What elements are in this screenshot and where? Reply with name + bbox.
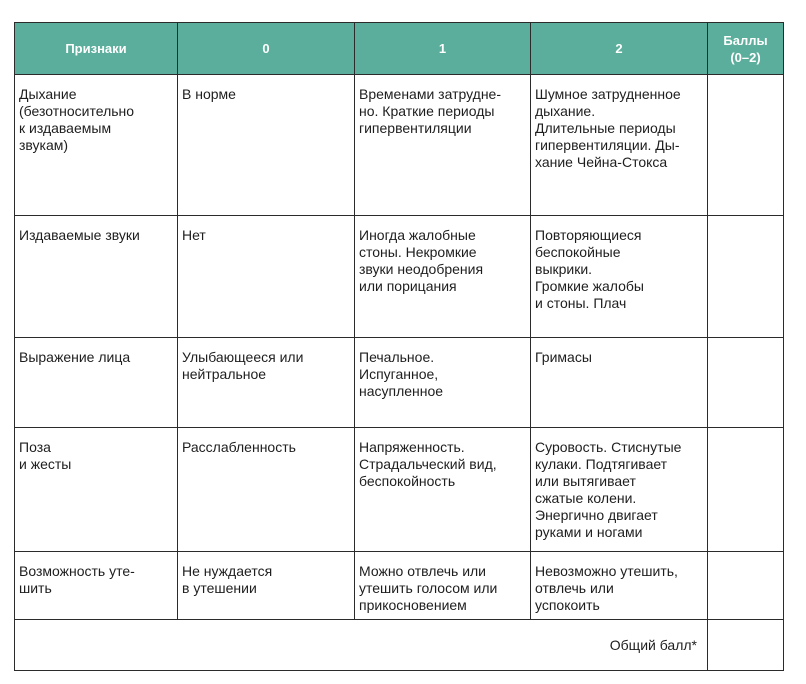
row-criteria-2: Шумное затрудненное дыхание. Длительные периоды гипервентиляции. Ды- хание Чейна-Стокса xyxy=(531,75,708,216)
row-score-cell[interactable] xyxy=(708,428,784,552)
row-criteria-2: Повторяющиеся беспокойные выкрики. Громкие жалобы и стоны. Плач xyxy=(531,216,708,338)
row-sign: Возможность уте- шить xyxy=(19,563,135,596)
row-sign-cell xyxy=(15,338,178,428)
row-sign: Поза и жесты xyxy=(19,439,72,472)
row-criteria-0: В норме xyxy=(178,75,355,216)
table-row-breathing xyxy=(15,75,784,216)
row-criteria-1: Печальное. Испуганное, насупленное xyxy=(355,338,531,428)
row-criteria-1: Напряженность. Страдальческий вид, беспокойность xyxy=(355,428,531,552)
total-score-cell[interactable] xyxy=(708,620,784,671)
table-row-posture xyxy=(15,428,784,552)
table-row-sounds xyxy=(15,216,784,338)
header-score-2: 2 xyxy=(531,23,708,75)
header-score-1: 1 xyxy=(355,23,531,75)
row-score-cell[interactable] xyxy=(708,75,784,216)
pain-assessment-table xyxy=(14,22,784,671)
header-score-0: 0 xyxy=(178,23,355,75)
row-sign: Выражение лица xyxy=(19,349,131,365)
header-points: Баллы (0–2) xyxy=(708,23,784,75)
row-sign-cell xyxy=(15,552,178,620)
row-criteria-0: Расслабленность xyxy=(178,428,355,552)
total-score-label: Общий балл* xyxy=(15,620,708,671)
row-criteria-0: Не нуждается в утешении xyxy=(178,552,355,620)
row-score-cell[interactable] xyxy=(708,338,784,428)
header-sign: Признаки xyxy=(15,23,178,75)
row-criteria-0: Улыбающееся или нейтральное xyxy=(178,338,355,428)
row-criteria-1: Временами затрудне- но. Краткие периоды гипервентиляции xyxy=(355,75,531,216)
table-row-face xyxy=(15,338,784,428)
row-score-cell[interactable] xyxy=(708,216,784,338)
row-criteria-2: Гримасы xyxy=(531,338,708,428)
row-criteria-0: Нет xyxy=(178,216,355,338)
table-row-consolability xyxy=(15,552,784,620)
row-sign-cell xyxy=(15,75,178,216)
header-row xyxy=(15,23,784,75)
row-criteria-2: Невозможно утешить, отвлечь или успокоить xyxy=(531,552,708,620)
row-sign-cell xyxy=(15,216,178,338)
row-sign-cell xyxy=(15,428,178,552)
table-header xyxy=(15,23,784,75)
row-score-cell[interactable] xyxy=(708,552,784,620)
row-sign: Издаваемые звуки xyxy=(19,227,140,243)
table-row-total xyxy=(15,620,784,671)
row-sign: Дыхание (безотносительно к издаваемым звукам) xyxy=(19,86,135,153)
row-criteria-2: Суровость. Стиснутые кулаки. Подтягивает или вытягивает сжатые колени. Энергично двигает руками и ногами xyxy=(531,428,708,552)
row-criteria-1: Иногда жалобные стоны. Некромкие звуки неодобрения или порицания xyxy=(355,216,531,338)
row-criteria-1: Можно отвлечь или утешить голосом или прикосновением xyxy=(355,552,531,620)
